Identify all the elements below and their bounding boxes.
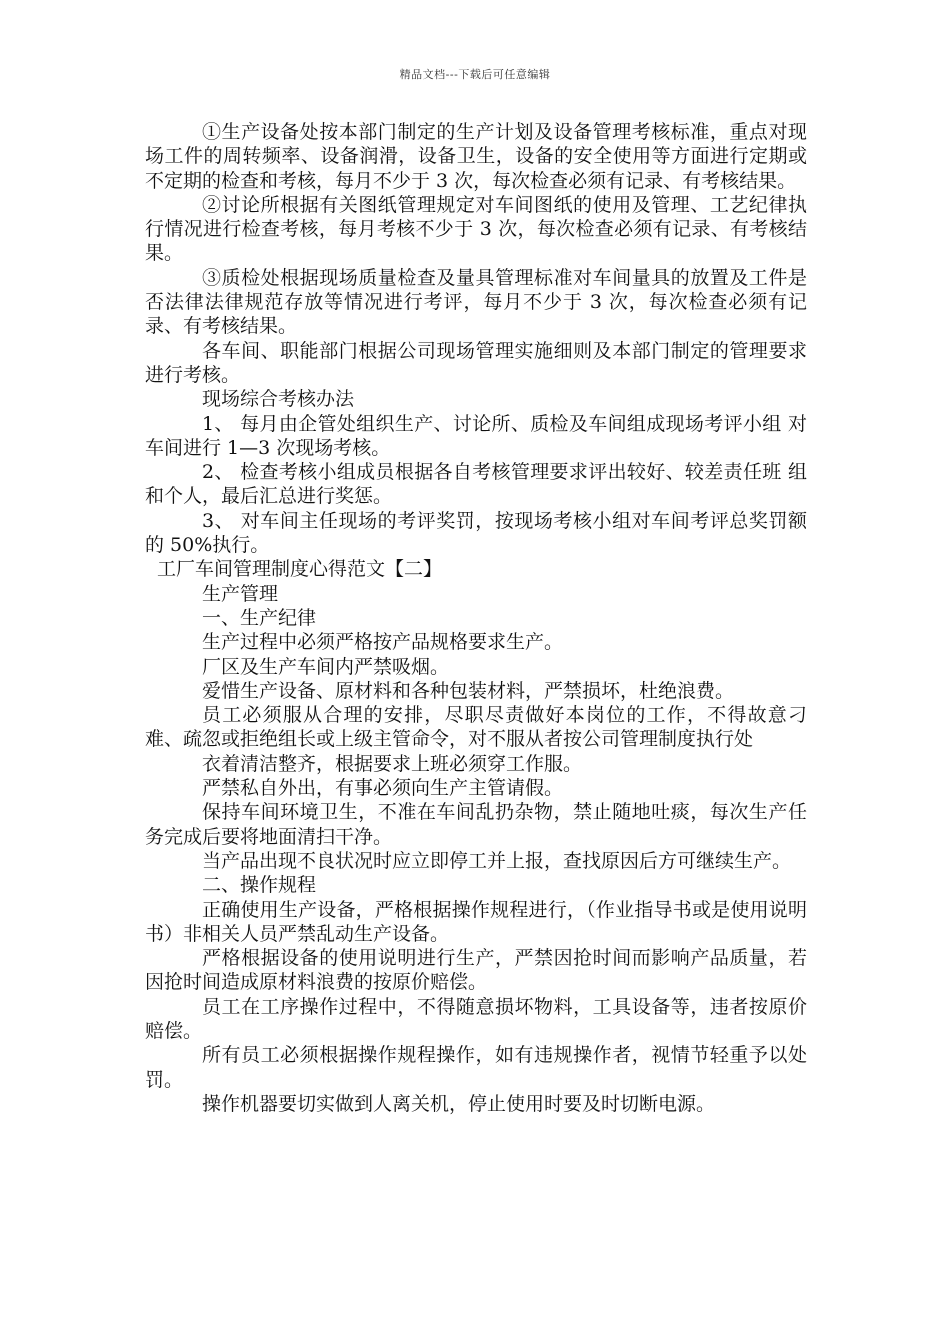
paragraph-operation-item: 操作机器要切实做到人离关机，停止使用时要及时切断电源。 (202, 1092, 716, 1115)
paragraph-discipline-item: 生产过程中必须严格按产品规格要求生产。 (202, 631, 564, 654)
paragraph-discipline-title: 一、生产纪律 (202, 606, 317, 629)
section-heading-2: 工厂车间管理制度心得范文【二】 (157, 558, 443, 581)
paragraph-discipline-item: 严禁私自外出，有事必须向生产主管请假。 (202, 777, 564, 800)
paragraph-operation-title: 二、操作规程 (202, 874, 317, 897)
paragraph-discipline-item: 厂区及生产车间内严禁吸烟。 (202, 655, 450, 678)
paragraph-assessment-method-title: 现场综合考核办法 (202, 388, 355, 411)
paragraph-discipline-item: 衣着清洁整齐，根据要求上班必须穿工作服。 (202, 752, 583, 775)
paragraph-method-item-3: 3、 对车间主任现场的考评奖罚，按现场考核小组对车间考评总奖罚额的 50%执行。 (145, 509, 807, 557)
paragraph-method-item-2: 2、 检查考核小组成员根据各自考核管理要求评出较好、较差责任班 组和个人，最后汇总进行奖惩。 (145, 461, 807, 508)
paragraph-discipline-item: 当产品出现不良状况时应立即停工并上报，查找原因后方可继续生产。 (202, 849, 792, 872)
paragraph-production-equipment: ①生产设备处按本部门制定的生产计划及设备管理考核标准，重点对现场工件的周转频率、设备润滑，设备卫生，设备的安全使用等方面进行定期或不定期的检查和考核，每月不少于 3 次，每次检查必须有记录、有考核结果。 (145, 121, 807, 192)
paragraph-operation-item: 严格根据设备的使用说明进行生产，严禁因抢时间而影响产品质量，若因抢时间造成原材料浪费的按原价赔偿。 (145, 947, 807, 994)
paragraph-method-item-1: 1、 每月由企管处组织生产、讨论所、质检及车间组成现场考评小组 对车间进行 1—3 次现场考核。 (145, 412, 807, 459)
document-body (145, 120, 807, 1116)
paragraph-quality-inspection: ③质检处根据现场质量检查及量具管理标准对车间量具的放置及工件是否法律法律规范存放等情况进行考评，每月不少于 3 次，每次检查必须有记录、有考核结果。 (145, 266, 807, 338)
paragraph-discipline-item: 保持车间环境卫生，不准在车间乱扔杂物，禁止随地吐痰，每次生产任务完成后要将地面清扫干净。 (145, 801, 807, 848)
paragraph-operation-item: 所有员工必须根据操作规程操作，如有违规操作者，视情节轻重予以处罚。 (145, 1044, 807, 1091)
paragraph-discipline-item: 爱惜生产设备、原材料和各种包装材料，严禁损坏，杜绝浪费。 (202, 679, 735, 702)
paragraph-operation-item: 正确使用生产设备，严格根据操作规程进行，（作业指导书或是使用说明书）非相关人员严禁乱动生产设备。 (145, 898, 807, 945)
paragraph-production-management: 生产管理 (202, 582, 279, 605)
paragraph-research-institute: ②讨论所根据有关图纸管理规定对车间图纸的使用及管理、工艺纪律执行情况进行检查考核，每月考核不少于 3 次，每次检查必须有记录、有考核结果。 (145, 193, 807, 265)
paragraph-workshop-assessment: 各车间、职能部门根据公司现场管理实施细则及本部门制定的管理要求进行考核。 (145, 339, 807, 386)
paragraph-operation-item: 员工在工序操作过程中，不得随意损坏物料，工具设备等，违者按原价赔偿。 (145, 995, 807, 1042)
paragraph-discipline-item: 员工必须服从合理的安排，尽职尽责做好本岗位的工作，不得故意刁难、疏忽或拒绝组长或上级主管命令，对不服从者按公司管理制度执行处 (145, 704, 807, 751)
page-header: 精品文档---下载后可任意编辑 (399, 68, 551, 81)
